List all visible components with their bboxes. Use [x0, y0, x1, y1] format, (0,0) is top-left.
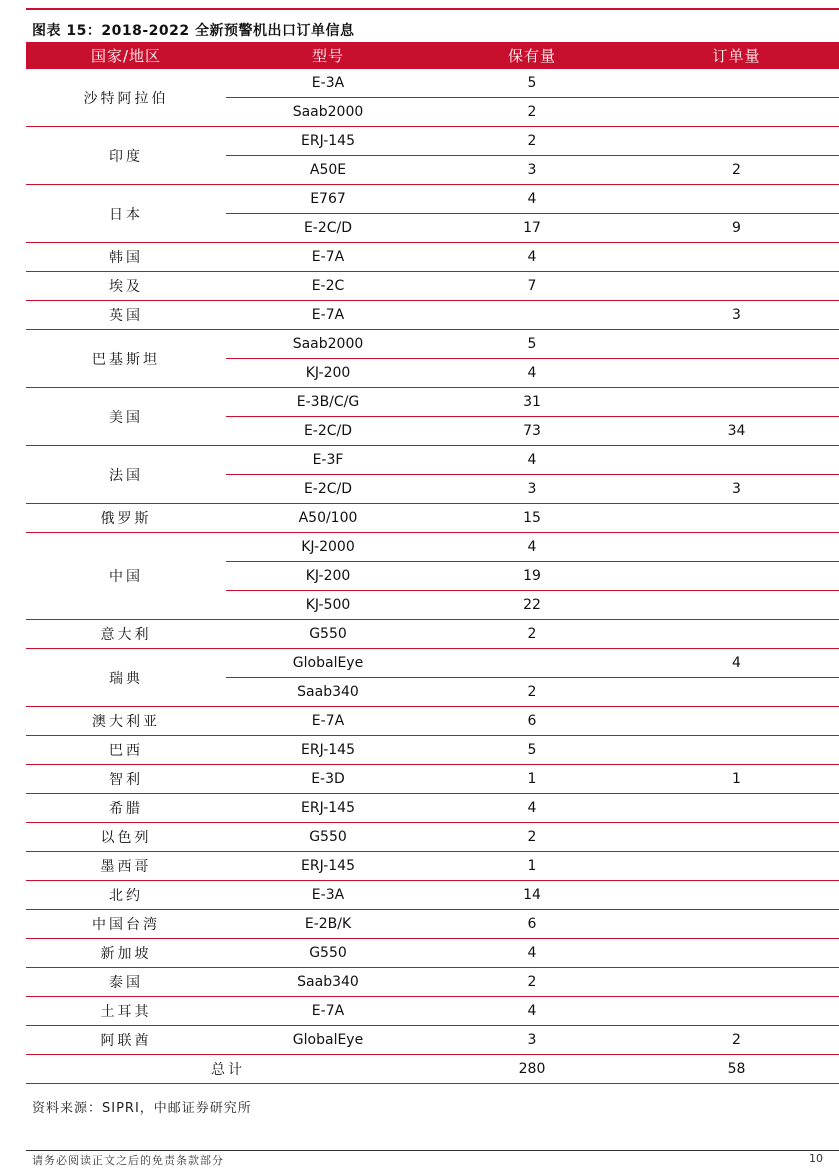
table-row [26, 243, 839, 272]
country-cell: 土耳其 [26, 997, 226, 1026]
table-row [26, 533, 839, 562]
ordered-cell: 3 [634, 301, 839, 330]
header-model: 型号 [226, 42, 430, 69]
owned-cell: 15 [430, 504, 634, 533]
ordered-cell [634, 562, 839, 591]
owned-cell: 73 [430, 417, 634, 446]
model-cell: Saab2000 [226, 98, 430, 127]
ordered-cell [634, 98, 839, 127]
table-row [26, 910, 839, 939]
model-cell: KJ-500 [226, 591, 430, 620]
owned-cell: 22 [430, 591, 634, 620]
country-cell: 英国 [26, 301, 226, 330]
country-cell: 意大利 [26, 620, 226, 649]
country-cell: 巴西 [26, 736, 226, 765]
ordered-cell [634, 69, 839, 98]
table-header-row [26, 42, 839, 69]
export-orders-table [26, 42, 839, 1084]
model-cell: E-2C [226, 272, 430, 301]
ordered-cell [634, 620, 839, 649]
ordered-cell [634, 939, 839, 968]
ordered-cell [634, 504, 839, 533]
ordered-cell [634, 446, 839, 475]
table-row [26, 504, 839, 533]
ordered-cell [634, 359, 839, 388]
model-cell: E-7A [226, 243, 430, 272]
model-cell: KJ-200 [226, 562, 430, 591]
owned-cell: 14 [430, 881, 634, 910]
table-row [26, 794, 839, 823]
model-cell: G550 [226, 823, 430, 852]
model-cell: Saab2000 [226, 330, 430, 359]
model-cell: A50/100 [226, 504, 430, 533]
country-cell: 泰国 [26, 968, 226, 997]
source-note: 资料来源：SIPRI，中邮证券研究所 [32, 1101, 252, 1116]
country-cell: 中国台湾 [26, 910, 226, 939]
model-cell: E-3B/C/G [226, 388, 430, 417]
top-rule [26, 8, 839, 10]
ordered-cell [634, 707, 839, 736]
country-cell: 法国 [26, 446, 226, 504]
model-cell: A50E [226, 156, 430, 185]
owned-cell [430, 301, 634, 330]
ordered-cell [634, 591, 839, 620]
country-cell: 巴基斯坦 [26, 330, 226, 388]
ordered-cell [634, 330, 839, 359]
table-row [26, 127, 839, 156]
owned-cell: 4 [430, 243, 634, 272]
country-cell: 韩国 [26, 243, 226, 272]
country-cell: 沙特阿拉伯 [26, 69, 226, 127]
header-country: 国家/地区 [26, 42, 226, 69]
model-cell: E767 [226, 185, 430, 214]
owned-cell: 3 [430, 156, 634, 185]
table-body [26, 69, 839, 1084]
table-row [26, 69, 839, 98]
table-row [26, 301, 839, 330]
model-cell: E-2C/D [226, 475, 430, 504]
ordered-cell: 9 [634, 214, 839, 243]
page-number: 10 [809, 1152, 823, 1165]
owned-cell: 19 [430, 562, 634, 591]
owned-cell: 2 [430, 968, 634, 997]
country-cell: 美国 [26, 388, 226, 446]
country-cell: 以色列 [26, 823, 226, 852]
ordered-cell [634, 968, 839, 997]
model-cell: E-3D [226, 765, 430, 794]
model-cell: E-7A [226, 301, 430, 330]
owned-cell: 7 [430, 272, 634, 301]
model-cell: KJ-200 [226, 359, 430, 388]
ordered-cell [634, 533, 839, 562]
model-cell: ERJ-145 [226, 127, 430, 156]
ordered-cell: 2 [634, 156, 839, 185]
table-row [26, 968, 839, 997]
owned-cell: 31 [430, 388, 634, 417]
ordered-cell [634, 852, 839, 881]
model-cell: E-3A [226, 881, 430, 910]
ordered-cell [634, 881, 839, 910]
owned-cell: 2 [430, 620, 634, 649]
table-row [26, 649, 839, 678]
owned-cell: 4 [430, 185, 634, 214]
country-cell: 俄罗斯 [26, 504, 226, 533]
country-cell: 北约 [26, 881, 226, 910]
total-row [26, 1055, 839, 1084]
table-row [26, 881, 839, 910]
model-cell: G550 [226, 620, 430, 649]
ordered-cell [634, 388, 839, 417]
total-owned: 280 [430, 1055, 634, 1084]
owned-cell: 6 [430, 707, 634, 736]
country-cell: 中国 [26, 533, 226, 620]
owned-cell: 3 [430, 475, 634, 504]
owned-cell: 4 [430, 533, 634, 562]
model-cell: E-3F [226, 446, 430, 475]
ordered-cell [634, 272, 839, 301]
model-cell: E-7A [226, 707, 430, 736]
owned-cell: 2 [430, 823, 634, 852]
country-cell: 阿联酋 [26, 1026, 226, 1055]
ordered-cell [634, 127, 839, 156]
owned-cell: 2 [430, 127, 634, 156]
table-row [26, 446, 839, 475]
owned-cell: 4 [430, 997, 634, 1026]
table-row [26, 620, 839, 649]
country-cell: 印度 [26, 127, 226, 185]
country-cell: 墨西哥 [26, 852, 226, 881]
ordered-cell: 2 [634, 1026, 839, 1055]
bottom-rule [26, 1150, 839, 1151]
table-row [26, 736, 839, 765]
owned-cell: 2 [430, 98, 634, 127]
owned-cell: 5 [430, 69, 634, 98]
model-cell: GlobalEye [226, 649, 430, 678]
ordered-cell: 4 [634, 649, 839, 678]
model-cell: Saab340 [226, 968, 430, 997]
country-cell: 澳大利亚 [26, 707, 226, 736]
owned-cell: 5 [430, 330, 634, 359]
table-row [26, 330, 839, 359]
total-ordered: 58 [634, 1055, 839, 1084]
model-cell: GlobalEye [226, 1026, 430, 1055]
model-cell: Saab340 [226, 678, 430, 707]
country-cell: 新加坡 [26, 939, 226, 968]
table-row [26, 1026, 839, 1055]
table-row [26, 388, 839, 417]
ordered-cell [634, 910, 839, 939]
owned-cell: 4 [430, 446, 634, 475]
ordered-cell [634, 736, 839, 765]
header-owned: 保有量 [430, 42, 634, 69]
ordered-cell [634, 678, 839, 707]
table-row [26, 823, 839, 852]
owned-cell: 17 [430, 214, 634, 243]
owned-cell: 5 [430, 736, 634, 765]
country-cell: 日本 [26, 185, 226, 243]
ordered-cell [634, 794, 839, 823]
owned-cell: 4 [430, 359, 634, 388]
model-cell: E-7A [226, 997, 430, 1026]
model-cell: ERJ-145 [226, 736, 430, 765]
owned-cell: 1 [430, 852, 634, 881]
model-cell: KJ-2000 [226, 533, 430, 562]
owned-cell: 3 [430, 1026, 634, 1055]
model-cell: ERJ-145 [226, 852, 430, 881]
country-cell: 智利 [26, 765, 226, 794]
owned-cell: 1 [430, 765, 634, 794]
table-row [26, 765, 839, 794]
ordered-cell [634, 823, 839, 852]
ordered-cell [634, 185, 839, 214]
table-row [26, 997, 839, 1026]
footer-disclaimer: 请务必阅读正文之后的免责条款部分 [32, 1154, 224, 1167]
ordered-cell: 3 [634, 475, 839, 504]
owned-cell: 6 [430, 910, 634, 939]
total-label: 总计 [26, 1055, 430, 1084]
country-cell: 瑞典 [26, 649, 226, 707]
owned-cell: 4 [430, 794, 634, 823]
table-row [26, 852, 839, 881]
model-cell: E-3A [226, 69, 430, 98]
ordered-cell: 34 [634, 417, 839, 446]
figure-caption: 图表 15：2018-2022 全新预警机出口订单信息 [32, 23, 355, 39]
model-cell: E-2C/D [226, 417, 430, 446]
country-cell: 埃及 [26, 272, 226, 301]
ordered-cell: 1 [634, 765, 839, 794]
owned-cell: 2 [430, 678, 634, 707]
header-ordered: 订单量 [634, 42, 839, 69]
model-cell: E-2B/K [226, 910, 430, 939]
table-row [26, 939, 839, 968]
model-cell: ERJ-145 [226, 794, 430, 823]
owned-cell [430, 649, 634, 678]
country-cell: 希腊 [26, 794, 226, 823]
ordered-cell [634, 997, 839, 1026]
table-row [26, 707, 839, 736]
model-cell: E-2C/D [226, 214, 430, 243]
table-row [26, 272, 839, 301]
ordered-cell [634, 243, 839, 272]
owned-cell: 4 [430, 939, 634, 968]
model-cell: G550 [226, 939, 430, 968]
table-row [26, 185, 839, 214]
